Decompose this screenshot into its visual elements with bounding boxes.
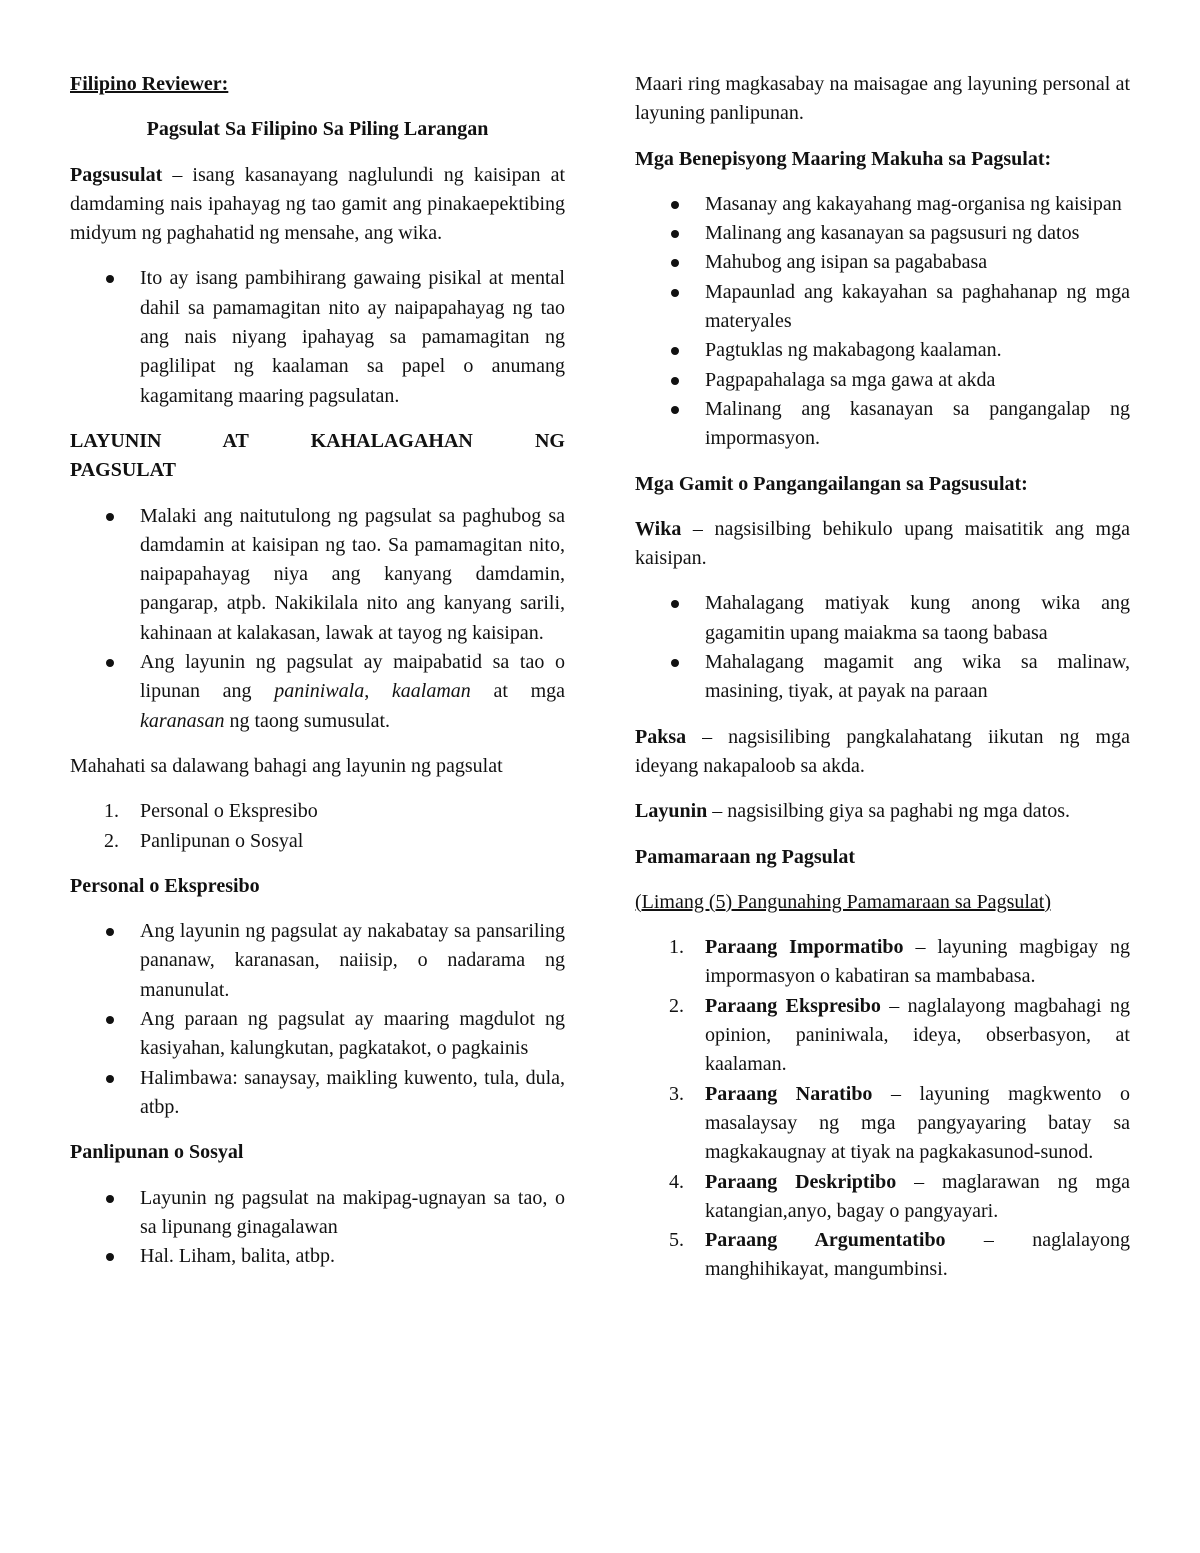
list-item: Malaki ang naitutulong ng pagsulat sa paghubog sa damdamin at kaisipan ng tao. Sa pamamagitan nito, naipapahayag niya ang kanyang damdamin, pangarap, atpb. Nakikilala nito ang kanyang sarili, kahinaan at kalakasan, lawak at tayog ng kaisipan. xyxy=(70,502,565,648)
list-item: Ito ay isang pambihirang gawaing pisikal at mental dahil sa pamamagitan nito ay naipapahayag ng tao ang nais niyang ipahayag sa pamamagitan ng paglilipat ng kaalaman sa papel o anumang kagamitang maaring pagsulatan. xyxy=(70,264,565,410)
list-term: Paraang Ekspresibo xyxy=(705,994,881,1017)
list-item: Ang layunin ng pagsulat ay nakabatay sa pansariling pananaw, karanasan, naiisip, o nadarama ng manunulat. xyxy=(70,917,565,1005)
list-number: 4. xyxy=(669,1170,684,1193)
hati-paragraph: Mahahati sa dalawang bahagi ang layunin ng pagsulat xyxy=(70,754,503,777)
definition-term: Pagsusulat xyxy=(70,163,163,186)
list-item: Mahubog ang isipan sa pagababasa xyxy=(635,248,1130,277)
list-number: 2. xyxy=(669,994,684,1017)
personal-list xyxy=(70,917,565,1122)
list-item xyxy=(635,1080,1130,1168)
italic-term: kaalaman xyxy=(391,680,471,703)
hati-list xyxy=(70,797,565,856)
paksa-term: Paksa xyxy=(635,725,687,748)
section-heading-personal: Personal o Ekspresibo xyxy=(70,874,260,897)
text-fragment: ng taong sumusulat. xyxy=(224,709,390,732)
italic-term: paniniwala xyxy=(274,680,365,703)
intro-paragraph: Maari ring magkasabay na maisagae ang layuning personal at layuning panlipunan. xyxy=(635,73,1130,125)
list-number: 1. xyxy=(104,800,119,823)
list-number: 1. xyxy=(669,936,684,959)
layunin-term: Layunin xyxy=(635,800,708,823)
layunin-paragraph xyxy=(635,797,1130,826)
list-item xyxy=(70,827,565,856)
document-subtitle: Pagsulat Sa Filipino Sa Piling Larangan xyxy=(146,118,489,141)
list-term: Paraang Deskriptibo xyxy=(705,1170,897,1193)
section-heading-benepisyo: Mga Benepisyong Maaring Makuha sa Pagsulat: xyxy=(635,147,1052,170)
definition-text: – isang kasanayang naglulundi ng kaisipan at damdaming nais ipahayag ng tao gamit ang pinakaepektibing midyum ng paghahatid ng mensahe, ang wika. xyxy=(70,163,565,245)
list-item: Ang paraan ng pagsulat ay maaring magdulot ng kasiyahan, kalungkutan, pagkatakot, o pagkainis xyxy=(70,1005,565,1064)
list-number: 3. xyxy=(669,1082,684,1105)
list-item: Malinang ang kasanayan sa pagsusuri ng datos xyxy=(635,219,1130,248)
list-item: Mapaunlad ang kakayahan sa paghahanap ng mga materyales xyxy=(635,278,1130,337)
section-heading-layunin-cont: PAGSULAT xyxy=(70,459,176,482)
list-item xyxy=(70,648,565,736)
definition-paragraph xyxy=(70,161,565,249)
wika-term: Wika xyxy=(635,517,682,540)
panlipunan-list xyxy=(70,1184,565,1272)
list-item: Mahalagang magamit ang wika sa malinaw, masining, tiyak, at payak na paraan xyxy=(635,648,1130,707)
pamamaraan-list xyxy=(635,933,1130,1285)
list-text: – naglalayong magbahagi ng opinion, paniniwala, ideya, obserbasyon, at kaalaman. xyxy=(705,994,1130,1076)
wika-paragraph xyxy=(635,515,1130,574)
list-item: Mahalagang matiyak kung anong wika ang gagamitin upang maiakma sa taong babasa xyxy=(635,589,1130,648)
list-item: Hal. Liham, balita, atbp. xyxy=(70,1242,565,1271)
list-item: Layunin ng pagsulat na makipag-ugnayan sa tao, o sa lipunang ginagalawan xyxy=(70,1184,565,1243)
left-column xyxy=(70,70,565,1287)
paksa-paragraph xyxy=(635,723,1130,782)
list-term: Paraang Naratibo xyxy=(705,1082,873,1105)
list-text: – naglalayong manghihikayat, mangumbinsi. xyxy=(705,1229,1130,1281)
text-fragment: , xyxy=(364,680,392,703)
layunin-list xyxy=(70,502,565,736)
document-title: Filipino Reviewer: xyxy=(70,73,229,95)
section-heading-panlipunan: Panlipunan o Sosyal xyxy=(70,1141,244,1164)
list-item xyxy=(635,992,1130,1080)
list-item xyxy=(635,1168,1130,1227)
wika-text: – nagsisilbing behikulo upang maisatitik ang mga kaisipan. xyxy=(635,517,1130,570)
text-fragment: Ang layunin ng pagsulat ay maipabatid sa tao o lipunan ang xyxy=(140,651,565,703)
list-label: Panlipunan o Sosyal xyxy=(140,829,304,852)
list-number: 2. xyxy=(104,829,119,852)
definition-list xyxy=(70,264,565,410)
list-term: Paraang Impormatibo xyxy=(705,936,904,959)
section-heading-gamit: Mga Gamit o Pangangailangan sa Pagsusulat: xyxy=(635,472,1028,495)
wika-list xyxy=(635,589,1130,706)
list-number: 5. xyxy=(669,1229,684,1252)
list-item xyxy=(70,797,565,826)
list-item: Halimbawa: sanaysay, maikling kuwento, tula, dula, atbp. xyxy=(70,1064,565,1123)
text-fragment: at mga xyxy=(470,680,566,703)
list-item: Pagtuklas ng makabagong kaalaman. xyxy=(635,336,1130,365)
section-heading-layunin: LAYUNIN AT KAHALAGAHAN NG xyxy=(70,429,565,452)
section-heading-pamamaraan: Pamamaraan ng Pagsulat xyxy=(635,845,855,868)
list-text: – layuning magbigay ng impormasyon o kabatiran sa mambabasa. xyxy=(705,936,1130,988)
list-text: – layuning magkwento o masalaysay ng mga pangyayaring batay sa magkakaugnay at tiyak na pagkakasunod-sunod. xyxy=(705,1082,1130,1164)
list-item xyxy=(635,1226,1130,1285)
list-text: – maglarawan ng mga katangian,anyo, bagay o pangyayari. xyxy=(705,1170,1130,1222)
list-label: Personal o Ekspresibo xyxy=(140,800,318,823)
list-term: Paraang Argumentatibo xyxy=(705,1229,946,1252)
list-item: Malinang ang kasanayan sa pangangalap ng impormasyon. xyxy=(635,395,1130,454)
paksa-text: – nagsisilibing pangkalahatang iikutan ng mga ideyang nakapaloob sa akda. xyxy=(635,725,1130,777)
list-item: Masanay ang kakayahang mag-organisa ng kaisipan xyxy=(635,190,1130,219)
pamamaraan-subheading: (Limang (5) Pangunahing Pamamaraan sa Pagsulat) xyxy=(635,890,1051,913)
layunin-text: – nagsisilbing giya sa paghabi ng mga datos. xyxy=(707,800,1070,823)
right-column xyxy=(635,70,1130,1301)
list-item: Pagpapahalaga sa mga gawa at akda xyxy=(635,366,1130,395)
benepisyo-list xyxy=(635,190,1130,454)
italic-term: karanasan xyxy=(140,709,225,732)
list-item xyxy=(635,933,1130,992)
